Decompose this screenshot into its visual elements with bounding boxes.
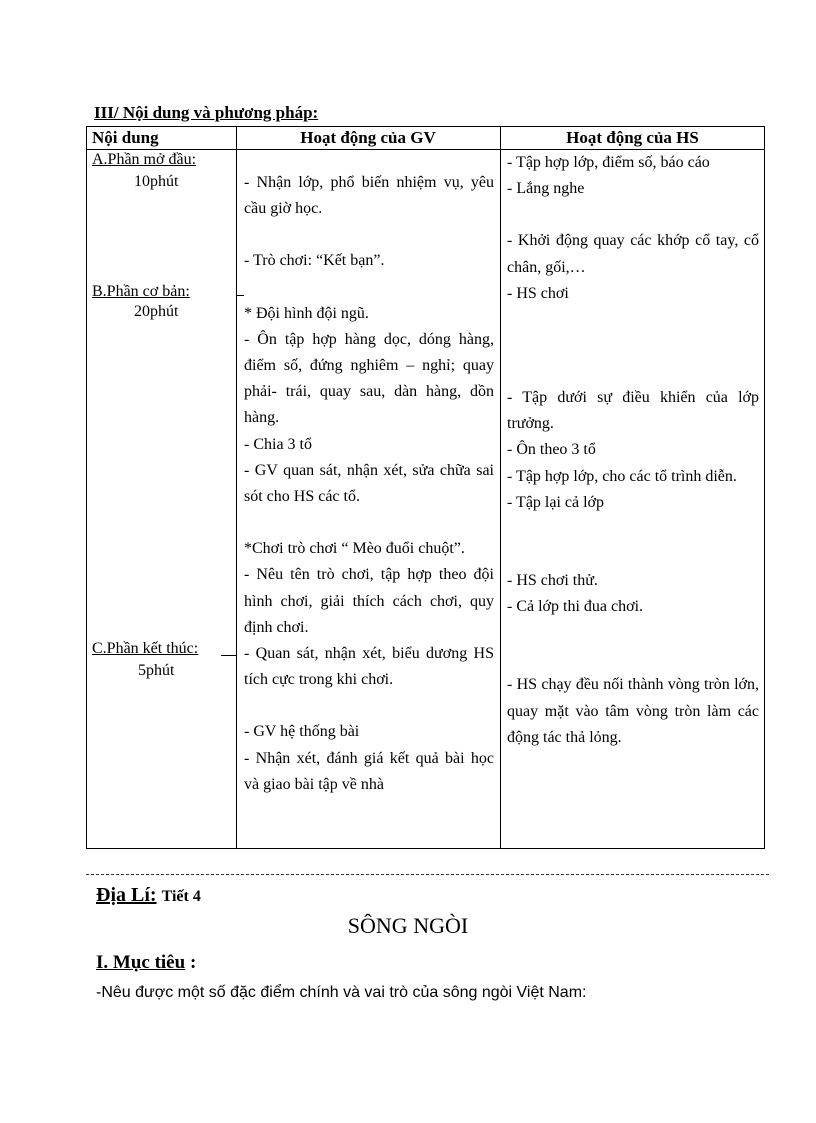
header-noi-dung: Nội dung bbox=[92, 128, 159, 147]
gv-spacer bbox=[244, 275, 494, 301]
hs-line: - Tập hợp lớp, cho các tổ trình diễn. bbox=[507, 467, 737, 485]
header-hoat-dong-gv: Hoạt động của GV bbox=[300, 128, 436, 147]
part-b-underline-tick bbox=[236, 295, 244, 296]
part-c-time: 5phút bbox=[138, 662, 175, 679]
objectives-heading bbox=[96, 952, 196, 974]
hs-line: - Tập hợp lớp, điểm số, báo cáo bbox=[507, 154, 710, 171]
hs-line: - HS chơi thử. bbox=[507, 572, 598, 590]
gv-line: - Quan sát, nhận xét, biểu dương HS tích cực trong khi chơi. bbox=[244, 645, 494, 689]
part-a-time: 10phút bbox=[134, 173, 179, 190]
gv-line: - Trò chơi: “Kết bạn”. bbox=[244, 252, 385, 270]
table-divider bbox=[500, 126, 501, 849]
hs-line: - Khởi động quay các khớp cổ tay, cổ chân, gối,… bbox=[507, 232, 759, 276]
lesson-number: Tiết 4 bbox=[161, 888, 201, 905]
hs-activities bbox=[507, 150, 759, 751]
hs-line: - Lắng nghe bbox=[507, 180, 585, 198]
hs-spacer bbox=[507, 516, 759, 568]
gv-line: * Đội hình đội ngũ. bbox=[244, 304, 369, 322]
gv-spacer bbox=[244, 222, 494, 248]
part-b-label: B.Phần cơ bản: bbox=[92, 283, 190, 300]
objective-line: -Nêu được một số đặc điểm chính và vai trò của sông ngòi Việt Nam: bbox=[96, 984, 587, 1001]
part-a-label: A.Phần mở đầu: bbox=[92, 151, 197, 168]
hs-spacer bbox=[507, 620, 759, 672]
gv-line: - Chia 3 tổ bbox=[244, 435, 312, 453]
hs-line: - HS chạy đều nối thành vòng tròn lớn, quay mặt vào tâm vòng tròn làm các động tác thả lỏng. bbox=[507, 676, 759, 746]
objectives-heading-text: I. Mục tiêu bbox=[96, 952, 186, 973]
gv-line: - Nhận xét, đánh giá kết quả bài học và giao bài tập về nhà bbox=[244, 749, 494, 793]
hs-line: - Cả lớp thi đua chơi. bbox=[507, 598, 644, 616]
gv-line: *Chơi trò chơi “ Mèo đuổi chuột”. bbox=[244, 540, 465, 558]
subject-heading bbox=[96, 884, 201, 907]
section-heading: III/ Nội dung và phương pháp: bbox=[94, 103, 319, 122]
gv-spacer bbox=[244, 693, 494, 719]
gv-line: - GV quan sát, nhận xét, sửa chữa sai sót cho HS các tổ. bbox=[244, 461, 494, 506]
gv-line: - Ôn tập hợp hàng dọc, dóng hàng, điểm số, đứng nghiêm – nghỉ; quay phải- trái, quay sau, dàn hàng, dồn hàng. bbox=[244, 330, 494, 427]
subject-name: Địa Lí: bbox=[96, 884, 157, 906]
hs-spacer bbox=[507, 307, 759, 385]
gv-line: - Nhận lớp, phổ biến nhiệm vụ, yêu cầu giờ học. bbox=[244, 174, 494, 218]
gv-activities bbox=[244, 170, 494, 798]
part-c-underline-tick bbox=[221, 655, 236, 656]
gv-line: - GV hệ thống bài bbox=[244, 723, 360, 741]
page-separator bbox=[86, 874, 769, 875]
hs-line: - Tập lại cả lớp bbox=[507, 493, 605, 511]
gv-spacer bbox=[244, 510, 494, 536]
table-divider bbox=[236, 126, 237, 849]
gv-line: - Nêu tên trò chơi, tập hợp theo đội hình chơi, giải thích cách chơi, quy định chơi. bbox=[244, 566, 494, 636]
hs-line: - HS chơi bbox=[507, 284, 569, 302]
objectives-heading-colon: : bbox=[185, 952, 197, 973]
lesson-title: SÔNG NGÒI bbox=[347, 913, 469, 938]
hs-line: - Ôn theo 3 tổ bbox=[507, 441, 596, 459]
hs-spacer bbox=[507, 202, 759, 228]
part-b-time: 20phút bbox=[134, 303, 179, 320]
header-hoat-dong-hs: Hoạt động của HS bbox=[566, 128, 699, 147]
hs-line: - Tập dưới sự điều khiển của lớp trưởng. bbox=[507, 389, 759, 433]
part-c-label: C.Phần kết thúc: bbox=[92, 640, 199, 657]
